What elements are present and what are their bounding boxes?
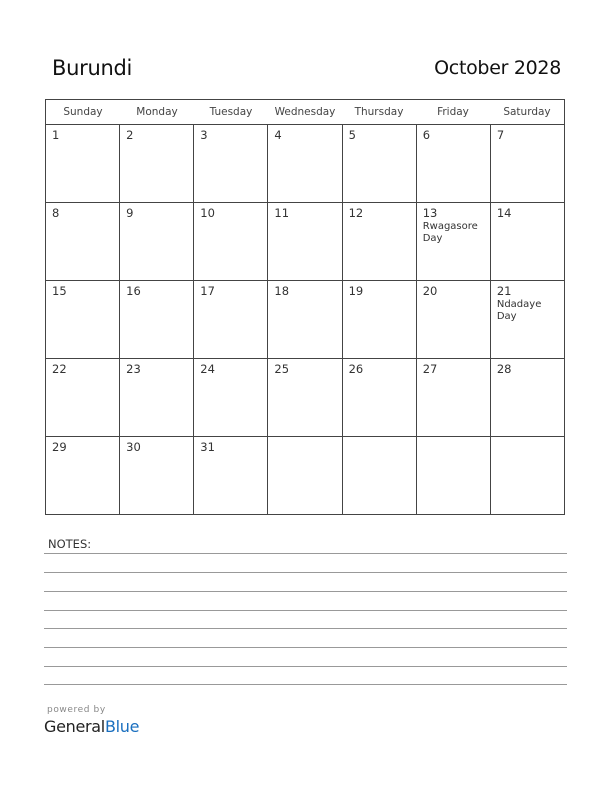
note-line bbox=[44, 553, 567, 554]
day-cell bbox=[417, 359, 491, 436]
day-number: 31 bbox=[200, 440, 215, 454]
day-cell bbox=[194, 437, 268, 514]
day-cell bbox=[268, 437, 342, 514]
day-cell bbox=[343, 203, 417, 280]
note-line bbox=[44, 647, 567, 648]
week-row bbox=[46, 359, 564, 437]
day-cell bbox=[268, 203, 342, 280]
note-line bbox=[44, 684, 567, 685]
day-number: 2 bbox=[126, 128, 134, 142]
day-number: 16 bbox=[126, 284, 141, 298]
note-line bbox=[44, 591, 567, 592]
note-line bbox=[44, 666, 567, 667]
day-cell bbox=[491, 359, 564, 436]
week-row bbox=[46, 281, 564, 359]
day-cell bbox=[46, 203, 120, 280]
day-cell bbox=[194, 359, 268, 436]
day-cell bbox=[417, 281, 491, 358]
day-cell bbox=[268, 359, 342, 436]
day-cell bbox=[417, 203, 491, 280]
day-number: 26 bbox=[348, 362, 364, 376]
day-cell bbox=[491, 437, 564, 514]
day-number: 17 bbox=[200, 284, 215, 298]
day-number: 21 bbox=[496, 284, 512, 298]
day-cell bbox=[417, 125, 491, 202]
day-number: 9 bbox=[126, 206, 134, 220]
holiday-label: Ndadaye Day bbox=[496, 299, 542, 322]
day-number: 23 bbox=[126, 362, 141, 376]
day-cell bbox=[120, 437, 194, 514]
weekday-tuesday: Tuesday bbox=[209, 106, 253, 118]
notes-label: NOTES: bbox=[48, 537, 92, 551]
month-year-title: October 2028 bbox=[434, 57, 561, 79]
day-cell bbox=[268, 281, 342, 358]
day-cell bbox=[417, 437, 491, 514]
generalblue-logo bbox=[44, 717, 139, 736]
weekday-saturday: Saturday bbox=[503, 106, 551, 118]
holiday-label: Rwagasore Day bbox=[422, 221, 478, 244]
day-number: 12 bbox=[348, 206, 364, 220]
weekday-sunday: Sunday bbox=[63, 106, 103, 118]
day-cell bbox=[343, 359, 417, 436]
day-number: 25 bbox=[274, 362, 290, 376]
weekday-wednesday: Wednesday bbox=[274, 106, 336, 118]
day-cell bbox=[343, 125, 417, 202]
day-cell bbox=[46, 125, 120, 202]
day-number: 4 bbox=[274, 128, 282, 142]
day-cell bbox=[194, 125, 268, 202]
day-number: 27 bbox=[422, 362, 438, 376]
day-cell bbox=[343, 281, 417, 358]
day-number: 10 bbox=[200, 206, 215, 220]
powered-by-text: powered by bbox=[47, 705, 106, 715]
weekday-monday: Monday bbox=[136, 106, 178, 118]
day-number: 19 bbox=[348, 284, 364, 298]
day-cell bbox=[120, 125, 194, 202]
weekday-header-row bbox=[46, 100, 564, 125]
note-line bbox=[44, 628, 567, 629]
day-cell bbox=[46, 437, 120, 514]
day-number: 8 bbox=[52, 206, 60, 220]
weekday-friday: Friday bbox=[437, 106, 469, 118]
day-number: 6 bbox=[422, 128, 431, 142]
day-number: 28 bbox=[496, 362, 512, 376]
calendar-grid bbox=[45, 99, 565, 515]
day-cell bbox=[46, 281, 120, 358]
day-number: 3 bbox=[200, 128, 208, 142]
day-cell bbox=[491, 203, 564, 280]
day-number: 18 bbox=[274, 284, 290, 298]
day-number: 1 bbox=[52, 128, 60, 142]
day-cell bbox=[46, 359, 120, 436]
day-number: 5 bbox=[348, 128, 356, 142]
calendar-weeks bbox=[46, 125, 564, 514]
week-row bbox=[46, 203, 564, 281]
day-cell bbox=[268, 125, 342, 202]
day-cell bbox=[120, 281, 194, 358]
day-number: 11 bbox=[274, 206, 290, 220]
day-number: 14 bbox=[496, 206, 512, 220]
day-number: 15 bbox=[52, 284, 67, 298]
day-number: 29 bbox=[52, 440, 67, 454]
brand-blue: Blue bbox=[104, 717, 140, 736]
day-cell bbox=[491, 125, 564, 202]
country-title: Burundi bbox=[52, 56, 133, 80]
day-cell bbox=[194, 281, 268, 358]
brand-general: General bbox=[44, 717, 105, 736]
note-line bbox=[44, 610, 567, 611]
day-number: 7 bbox=[496, 128, 505, 142]
week-row bbox=[46, 437, 564, 514]
day-cell bbox=[491, 281, 564, 358]
day-number: 13 bbox=[422, 206, 438, 220]
day-cell bbox=[194, 203, 268, 280]
day-cell bbox=[120, 203, 194, 280]
day-number: 24 bbox=[200, 362, 215, 376]
weekday-thursday: Thursday bbox=[354, 106, 404, 118]
day-number: 22 bbox=[52, 362, 67, 376]
day-cell bbox=[343, 437, 417, 514]
day-number: 20 bbox=[422, 284, 438, 298]
day-number: 30 bbox=[126, 440, 141, 454]
week-row bbox=[46, 125, 564, 203]
note-line bbox=[44, 572, 567, 573]
day-cell bbox=[120, 359, 194, 436]
